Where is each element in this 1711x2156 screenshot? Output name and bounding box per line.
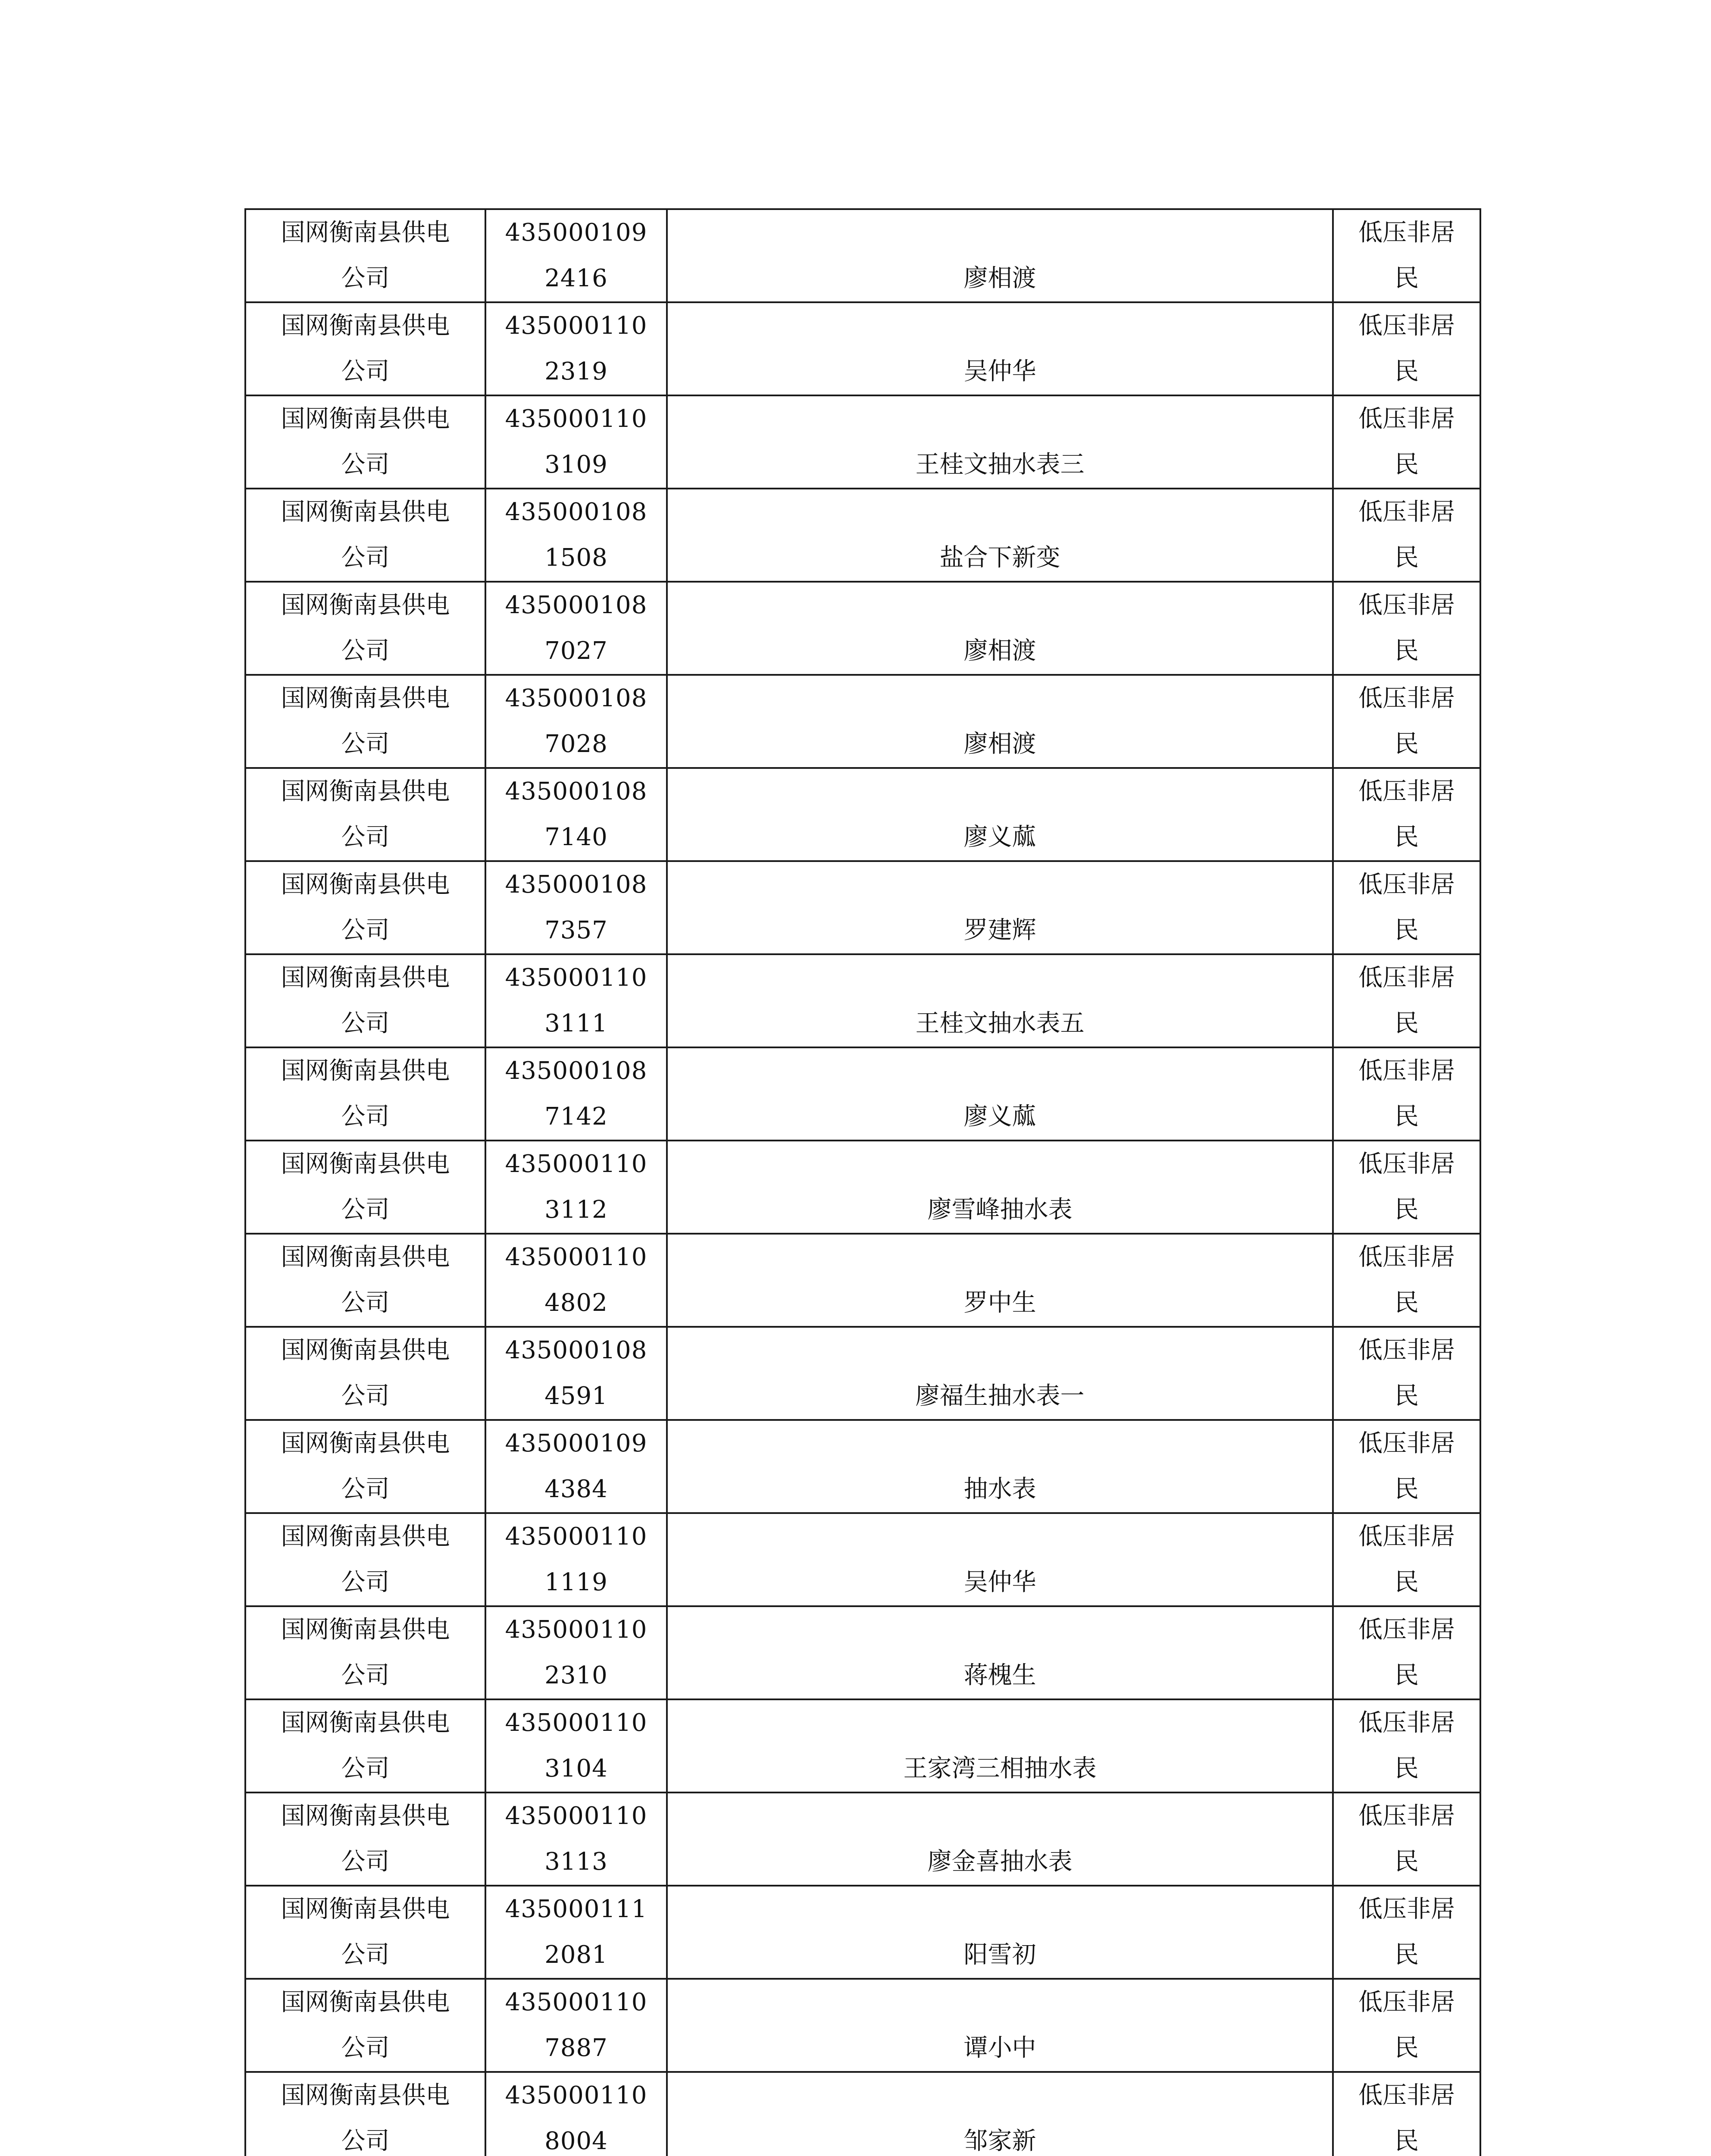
company-cell-text: 国网衡南县供电公司 [281,1616,450,1689]
customer-name-cell [667,675,1333,768]
company-cell-text: 国网衡南县供电公司 [281,1336,450,1410]
account-number-cell [485,1606,667,1699]
company-cell [245,1420,485,1513]
customer-name-cell [667,768,1333,861]
customer-name-cell-text: 廖相渡 [963,730,1036,758]
account-number-cell [485,395,667,489]
company-cell-text: 国网衡南县供电公司 [281,591,450,665]
customer-name-cell [667,1513,1333,1606]
customer-name-cell-text: 廖金喜抽水表 [927,1848,1073,1876]
customer-type-cell [1333,582,1480,675]
customer-type-cell [1333,1886,1480,1979]
account-number-cell-text: 4350001087027 [505,591,647,665]
account-number-cell-text: 4350001094384 [505,1429,647,1503]
customer-type-cell [1333,1047,1480,1141]
company-cell-text: 国网衡南县供电公司 [281,871,450,944]
account-number-cell-text: 4350001103104 [505,1709,647,1783]
company-cell [245,209,485,302]
account-number-cell [485,582,667,675]
customer-name-cell [667,1420,1333,1513]
company-cell [245,1699,485,1792]
account-number-cell [485,302,667,395]
customer-type-cell-text: 低压非居民 [1358,1243,1455,1317]
company-cell-text: 国网衡南县供电公司 [281,964,450,1037]
customer-type-cell [1333,1792,1480,1886]
company-cell-text: 国网衡南县供电公司 [281,405,450,479]
customer-name-cell [667,1047,1333,1141]
company-cell [245,861,485,954]
table-row [245,395,1480,489]
customer-type-cell [1333,1234,1480,1327]
customer-name-cell-text: 抽水表 [963,1475,1036,1503]
customer-name-cell [667,1792,1333,1886]
customer-type-cell-text: 低压非居民 [1358,1523,1455,1596]
customer-type-cell [1333,954,1480,1047]
customer-name-cell [667,489,1333,582]
company-cell [245,954,485,1047]
customer-type-cell [1333,1327,1480,1420]
company-cell [245,768,485,861]
table-row [245,1699,1480,1792]
account-number-cell [485,954,667,1047]
company-cell [245,1792,485,1886]
customer-type-cell [1333,209,1480,302]
table-row [245,1513,1480,1606]
account-number-cell-text: 4350001102319 [505,312,647,385]
customer-name-cell-text: 廖相渡 [963,637,1036,665]
customer-type-cell-text: 低压非居民 [1358,1429,1455,1503]
company-cell-text: 国网衡南县供电公司 [281,1429,450,1503]
customer-name-cell-text: 廖福生抽水表一 [915,1382,1085,1410]
account-number-cell [485,1792,667,1886]
customer-type-cell-text: 低压非居民 [1358,964,1455,1037]
customer-type-cell-text: 低压非居民 [1358,1057,1455,1131]
account-number-cell-text: 4350001103112 [505,1150,647,1224]
customer-type-cell [1333,395,1480,489]
table-row [245,861,1480,954]
customer-name-cell-text: 阳雪初 [963,1941,1036,1969]
customer-type-cell [1333,1141,1480,1234]
customer-type-cell-text: 低压非居民 [1358,405,1455,479]
customer-name-cell-text: 廖雪峰抽水表 [927,1196,1073,1224]
company-cell-text: 国网衡南县供电公司 [281,498,450,572]
company-cell-text: 国网衡南县供电公司 [281,1523,450,1596]
account-number-cell-text: 4350001104802 [505,1243,647,1317]
customer-type-cell-text: 低压非居民 [1358,1616,1455,1689]
customer-type-cell-text: 低压非居民 [1358,591,1455,665]
customer-name-cell-text: 罗中生 [963,1289,1036,1317]
table-row [245,1327,1480,1420]
customer-type-cell [1333,1979,1480,2072]
account-number-cell-text: 4350001087357 [505,871,647,944]
company-cell-text: 国网衡南县供电公司 [281,1243,450,1317]
account-number-cell [485,1047,667,1141]
table-row [245,1606,1480,1699]
company-cell-text: 国网衡南县供电公司 [281,1709,450,1783]
account-number-cell [485,1699,667,1792]
account-number-cell [485,1141,667,1234]
company-cell [245,1606,485,1699]
company-cell [245,1141,485,1234]
table-row [245,1792,1480,1886]
company-cell-text: 国网衡南县供电公司 [281,1988,450,2062]
customer-type-cell-text: 低压非居民 [1358,871,1455,944]
table-row [245,1234,1480,1327]
account-number-cell-text: 4350001087028 [505,684,647,758]
customer-name-cell [667,861,1333,954]
customer-type-cell-text: 低压非居民 [1358,1709,1455,1783]
account-number-cell [485,768,667,861]
customer-type-cell-text: 低压非居民 [1358,2081,1455,2155]
customer-name-cell [667,1886,1333,1979]
account-number-cell-text: 4350001103113 [505,1802,647,1876]
company-cell [245,1327,485,1420]
customer-type-cell-text: 低压非居民 [1358,1895,1455,1969]
company-cell-text: 国网衡南县供电公司 [281,684,450,758]
company-cell-text: 国网衡南县供电公司 [281,1057,450,1131]
account-number-cell [485,861,667,954]
customer-name-cell [667,395,1333,489]
records-body [245,209,1480,2156]
customer-type-cell-text: 低压非居民 [1358,219,1455,292]
account-number-cell [485,1420,667,1513]
customer-name-cell-text: 廖义蓏 [963,823,1036,851]
customer-name-cell [667,1699,1333,1792]
customer-type-cell [1333,1606,1480,1699]
customer-type-cell [1333,675,1480,768]
customer-type-cell-text: 低压非居民 [1358,1150,1455,1224]
account-number-cell [485,1327,667,1420]
customer-type-cell [1333,1420,1480,1513]
customer-name-cell [667,302,1333,395]
customer-name-cell-text: 廖义蓏 [963,1103,1036,1131]
account-number-cell [485,1979,667,2072]
customer-name-cell [667,1606,1333,1699]
table-row [245,954,1480,1047]
customer-name-cell-text: 蒋槐生 [963,1661,1036,1689]
customer-name-cell-text: 王家湾三相抽水表 [903,1755,1097,1783]
customer-name-cell [667,209,1333,302]
customer-name-cell-text: 吴仲华 [963,357,1036,385]
customer-name-cell [667,1327,1333,1420]
company-cell-text: 国网衡南县供电公司 [281,1895,450,1969]
account-number-cell [485,2072,667,2156]
customer-name-cell-text: 谭小中 [963,2034,1036,2062]
company-cell [245,1234,485,1327]
customer-type-cell-text: 低压非居民 [1358,498,1455,572]
account-number-cell-text: 4350001112081 [505,1895,647,1969]
table-row [245,582,1480,675]
customer-name-cell-text: 罗建辉 [963,916,1036,944]
customer-name-cell-text: 吴仲华 [963,1568,1036,1596]
customer-type-cell-text: 低压非居民 [1358,312,1455,385]
company-cell-text: 国网衡南县供电公司 [281,312,450,385]
table-row [245,1979,1480,2072]
customer-name-cell-text: 王桂文抽水表五 [915,1009,1085,1037]
account-number-cell-text: 4350001102310 [505,1616,647,1689]
customer-name-cell [667,582,1333,675]
customer-name-cell-text: 邹家新 [963,2127,1036,2155]
table-row [245,675,1480,768]
company-cell-text: 国网衡南县供电公司 [281,1150,450,1224]
company-cell [245,2072,485,2156]
customer-type-cell-text: 低压非居民 [1358,1988,1455,2062]
table-row [245,489,1480,582]
table-row [245,2072,1480,2156]
company-cell [245,489,485,582]
customer-type-cell [1333,489,1480,582]
table-row [245,209,1480,302]
customer-name-cell [667,1141,1333,1234]
account-number-cell-text: 4350001107887 [505,1988,647,2062]
account-number-cell [485,675,667,768]
account-number-cell-text: 4350001087142 [505,1057,647,1131]
company-cell [245,1979,485,2072]
customer-type-cell [1333,2072,1480,2156]
company-cell-text: 国网衡南县供电公司 [281,1802,450,1876]
table-row [245,1420,1480,1513]
customer-type-cell-text: 低压非居民 [1358,1802,1455,1876]
customer-name-cell [667,954,1333,1047]
customer-type-cell-text: 低压非居民 [1358,777,1455,851]
company-cell-text: 国网衡南县供电公司 [281,777,450,851]
account-number-cell-text: 4350001101119 [505,1523,647,1596]
account-number-cell-text: 4350001103111 [505,964,647,1037]
customer-name-cell [667,1979,1333,2072]
account-number-cell-text: 4350001084591 [505,1336,647,1410]
table-row [245,1047,1480,1141]
customer-type-cell-text: 低压非居民 [1358,684,1455,758]
account-number-cell [485,489,667,582]
account-number-cell [485,209,667,302]
table-row [245,768,1480,861]
customer-type-cell [1333,861,1480,954]
account-number-cell [485,1513,667,1606]
customer-type-cell-text: 低压非居民 [1358,1336,1455,1410]
company-cell [245,302,485,395]
customer-type-cell [1333,768,1480,861]
account-number-cell-text: 4350001103109 [505,405,647,479]
customer-name-cell [667,1234,1333,1327]
company-cell [245,395,485,489]
table-row [245,1141,1480,1234]
account-number-cell-text: 4350001081508 [505,498,647,572]
company-cell [245,1513,485,1606]
account-number-cell [485,1234,667,1327]
customer-type-cell [1333,1699,1480,1792]
customer-type-cell [1333,1513,1480,1606]
table-row [245,302,1480,395]
account-number-cell-text: 4350001108004 [505,2081,647,2155]
company-cell-text: 国网衡南县供电公司 [281,2081,450,2155]
customer-name-cell-text: 廖相渡 [963,264,1036,292]
company-cell [245,582,485,675]
customer-type-cell [1333,302,1480,395]
customer-name-cell-text: 王桂文抽水表三 [915,451,1085,479]
customer-name-cell-text: 盐合下新变 [939,544,1060,572]
records-table [244,208,1481,2156]
company-cell [245,1886,485,1979]
company-cell [245,1047,485,1141]
account-number-cell-text: 4350001087140 [505,777,647,851]
table-row [245,1886,1480,1979]
company-cell-text: 国网衡南县供电公司 [281,219,450,292]
account-number-cell [485,1886,667,1979]
account-number-cell-text: 4350001092416 [505,219,647,292]
customer-name-cell [667,2072,1333,2156]
company-cell [245,675,485,768]
